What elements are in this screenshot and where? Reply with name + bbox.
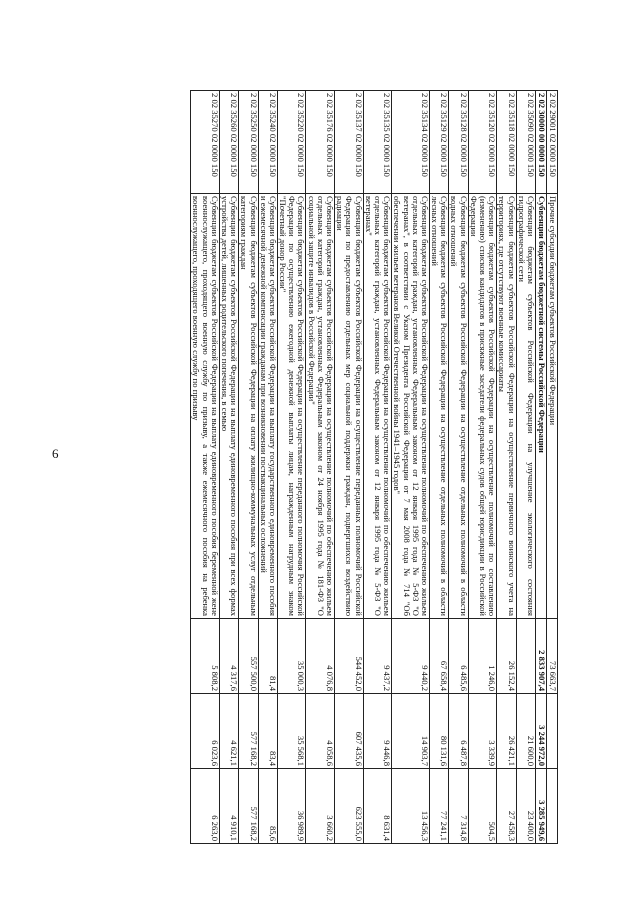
row-value-1 xyxy=(516,619,535,694)
row-code: 2 02 35135 02 0000 150 xyxy=(363,91,392,194)
table-row xyxy=(392,91,430,844)
row-value-2: 3 244 972,0 xyxy=(536,694,547,769)
row-value-2: 6 023,6 xyxy=(191,694,220,769)
table-row xyxy=(363,91,392,844)
row-value-3: 27 458,3 xyxy=(497,769,516,844)
row-name: Субвенции бюджетам субъектов Российской Федерации на осуществление переданного полномочия Российской Федерации по осуществлению ежегодной денежной выплаты лицам, награжденным нагрудным знаком "Почетный донор России" xyxy=(277,194,306,619)
row-code: 2 02 35118 02 0000 150 xyxy=(497,91,516,194)
row-value-1: 9 437,2 xyxy=(363,619,392,694)
row-name: Субвенции бюджетам субъектов Российской Федерации на осуществление отдельных полномочий в области водных отношений xyxy=(449,194,468,619)
table-body xyxy=(191,91,558,844)
row-value-1: 2 833 907,4 xyxy=(536,619,547,694)
row-value-1: 5 808,2 xyxy=(191,619,220,694)
row-code: 2 02 29001 02 0000 150 xyxy=(547,91,558,194)
row-value-3: 623 555,0 xyxy=(335,769,364,844)
row-code: 2 02 35090 02 0000 150 xyxy=(516,91,535,194)
table-row xyxy=(516,91,535,844)
row-value-3: 36 989,9 xyxy=(277,769,306,844)
table-row xyxy=(468,91,497,844)
row-value-1: 557 500,0 xyxy=(239,619,258,694)
row-name: Субвенции бюджетам субъектов Российской Федерации на выплату государственного единовременного пособия и ежемесячной денежной компенсации гражданам при возникновении поствакцинальных осложнений xyxy=(258,194,277,619)
row-value-2: 83,4 xyxy=(258,694,277,769)
row-value-2: 577 168,2 xyxy=(239,694,258,769)
row-value-1: 4 317,6 xyxy=(219,619,238,694)
row-value-1: 67 658,4 xyxy=(429,619,448,694)
row-value-3: 7 314,8 xyxy=(449,769,468,844)
table-row xyxy=(191,91,220,844)
row-code: 2 02 35134 02 0000 150 xyxy=(392,91,430,194)
table-row xyxy=(547,91,558,844)
row-name: Субвенции бюджетам субъектов Российской Федерации на выплату единовременного пособия беременной жене военнослужащего, проходящего военную службу по призыву, а также ежемесячного пособия на ребенка военнослужащего, проходящего военную службу по призыву xyxy=(191,194,220,619)
row-code: 2 02 35120 02 0000 150 xyxy=(468,91,497,194)
row-value-3: 3 285 949,6 xyxy=(536,769,547,844)
row-value-1: 9 440,2 xyxy=(392,619,430,694)
row-value-3: 77 241,1 xyxy=(429,769,448,844)
row-name: Субвенции бюджетам субъектов Российской Федерации на выплату единовременного пособия при всех формах устройства детей, лишенных родительского попечения, в семью xyxy=(219,194,238,619)
row-name: Субвенции бюджетам субъектов Российской Федерации на осуществление полномочий по составлению (изменению) списков кандидатов в присяжные заседатели федеральных судов общей юрисдикции в Российской Федерации xyxy=(468,194,497,619)
table-row xyxy=(335,91,364,844)
row-value-2: 4 058,6 xyxy=(306,694,335,769)
row-value-1: 6 485,6 xyxy=(449,619,468,694)
row-value-3: 23 400,0 xyxy=(516,769,535,844)
row-code: 2 02 35128 02 0000 150 xyxy=(449,91,468,194)
row-value-1: 1 246,0 xyxy=(468,619,497,694)
row-value-3: 3 660,2 xyxy=(306,769,335,844)
row-value-1: 544 452,0 xyxy=(335,619,364,694)
row-name: Субвенции бюджетам субъектов Российской Федерации на осуществление первичного воинского учета на территориях, где отсутствуют военные комиссариаты xyxy=(497,194,516,619)
row-value-2: 3 339,9 xyxy=(468,694,497,769)
row-name: Субвенции бюджетам субъектов Российской Федерации на осуществление полномочий по обеспечению жильем отдельных категорий граждан, установленных Федеральным законом от 12 января 1995 года № 5-ФЗ "О ветеранах" xyxy=(363,194,392,619)
row-code: 2 02 35220 02 0000 150 xyxy=(277,91,306,194)
row-value-2: 6 487,8 xyxy=(449,694,468,769)
row-value-1: 73 663,7 xyxy=(547,619,558,694)
row-name: Субвенции бюджетам субъектов Российской Федерации на осуществление переданных полномочий Российской Федерации по предоставлению отдельных мер социальной поддержки граждан, подвергшихся воздействию радиации xyxy=(335,194,364,619)
row-code: 2 02 35240 02 0000 150 xyxy=(258,91,277,194)
row-value-3: 577 168,2 xyxy=(239,769,258,844)
table-row xyxy=(219,91,238,844)
row-name: Субвенции бюджетам бюджетной системы Российской Федерации xyxy=(536,194,547,619)
row-value-2: 21 600,0 xyxy=(516,694,535,769)
row-name: Субвенции бюджетам субъектов Российской Федерации на улучшение экологического состояния гидрографической сети xyxy=(516,194,535,619)
rotated-page xyxy=(91,90,558,841)
row-value-3: 6 263,0 xyxy=(191,769,220,844)
row-value-3: 85,6 xyxy=(258,769,277,844)
row-name: Субвенции бюджетам субъектов Российской Федерации на оплату жилищно-коммунальных услуг отдельным категориям граждан xyxy=(239,194,258,619)
table-row xyxy=(497,91,516,844)
row-value-2: 14 903,7 xyxy=(392,694,430,769)
row-code: 2 02 35250 02 0000 150 xyxy=(239,91,258,194)
row-value-3: 504,5 xyxy=(468,769,497,844)
row-code: 2 02 35270 02 0000 150 xyxy=(191,91,220,194)
table-row xyxy=(277,91,306,844)
row-name: Субвенции бюджетам субъектов Российской Федерации на осуществление полномочий по обеспечению жильем отдельных категорий граждан, установленных Федеральным законом от 24 ноября 1995 года № 181-ФЗ "О социальной защите инвалидов в Российской Федерации" xyxy=(306,194,335,619)
row-code: 2 02 30000 00 0000 150 xyxy=(536,91,547,194)
subventions-table xyxy=(190,90,558,844)
row-name: Субвенции бюджетам субъектов Российской Федерации на осуществление полномочий по обеспечению жильем отдельных категорий граждан, установленных Федеральным законом от 12 января 1995 года № 5-ФЗ "О ветеранах", в соответствии с Указом Президента Российской Федерации от 7 мая 2008 года № 714 "Об обеспечении жильем ветеранов Великой Отечественной войны 1941–1945 годов" xyxy=(392,194,430,619)
row-name: Субвенции бюджетам субъектов Российской Федерации на осуществление отдельных полномочий в области лесных отношений xyxy=(429,194,448,619)
table-row xyxy=(258,91,277,844)
page-number: 6 xyxy=(52,446,59,461)
row-value-1: 81,4 xyxy=(258,619,277,694)
row-value-2: 26 421,1 xyxy=(497,694,516,769)
row-value-2: 35 568,1 xyxy=(277,694,306,769)
row-value-1: 4 076,8 xyxy=(306,619,335,694)
row-value-3: 8 631,4 xyxy=(363,769,392,844)
row-code: 2 02 35176 02 0000 150 xyxy=(306,91,335,194)
row-value-2: 4 621,1 xyxy=(219,694,238,769)
row-value-2: 80 131,6 xyxy=(429,694,448,769)
row-code: 2 02 35137 02 0000 150 xyxy=(335,91,364,194)
row-value-2: 9 446,8 xyxy=(363,694,392,769)
row-value-2 xyxy=(547,694,558,769)
table-row xyxy=(449,91,468,844)
row-code: 2 02 35260 02 0000 150 xyxy=(219,91,238,194)
table-row xyxy=(429,91,448,844)
row-value-3: 4 910,1 xyxy=(219,769,238,844)
row-value-1: 35 000,3 xyxy=(277,619,306,694)
table-row xyxy=(536,91,547,844)
row-name: Прочие субсидии бюджетам субъектов Российской Федерации xyxy=(547,194,558,619)
table-row xyxy=(306,91,335,844)
table-row xyxy=(239,91,258,844)
row-value-2: 607 435,6 xyxy=(335,694,364,769)
row-value-1: 26 152,4 xyxy=(497,619,516,694)
row-value-3 xyxy=(547,769,558,844)
row-code: 2 02 35129 02 0000 150 xyxy=(429,91,448,194)
row-value-3: 13 456,3 xyxy=(392,769,430,844)
